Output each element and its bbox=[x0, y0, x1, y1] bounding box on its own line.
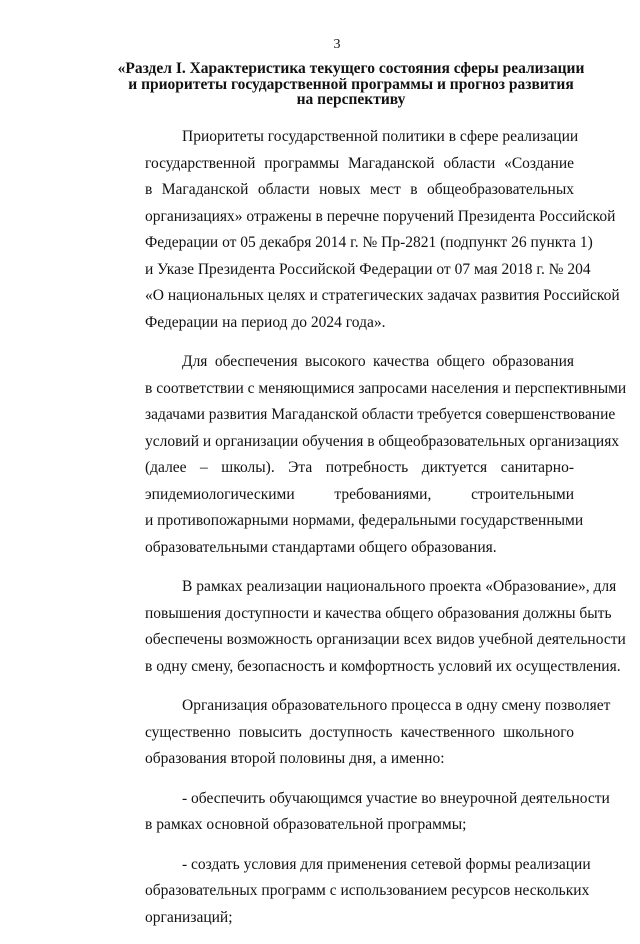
paragraph-national-project bbox=[108, 574, 626, 680]
text-line: образовательных программ с использованием ресурсов нескольких bbox=[145, 882, 590, 899]
text-line: задачами развития Магаданской области требуется совершенствование bbox=[145, 406, 616, 423]
page-number: 3 bbox=[333, 37, 341, 52]
text-line: Организация образовательного процесса в одну смену позволяет bbox=[182, 697, 611, 714]
text-line: в одну смену, безопасность и комфортность условий их осуществления. bbox=[145, 657, 621, 675]
text-line: государственной программы Магаданской области «Создание bbox=[145, 154, 574, 172]
text-line: образования второй половины дня, а именно: bbox=[145, 750, 445, 767]
text-line: в соответствии с меняющимися запросами населения и перспективными bbox=[145, 379, 627, 397]
section-heading bbox=[108, 61, 594, 108]
text-line: - обеспечить обучающимся участие во внеурочной деятельности bbox=[182, 789, 610, 807]
list-item-network-form bbox=[108, 852, 591, 932]
text-line: организаций; bbox=[145, 908, 233, 926]
list-item-extracurricular bbox=[108, 786, 610, 839]
text-line: эпидемиологическими требованиями, строительными bbox=[145, 485, 574, 503]
text-line: повышения доступности и качества общего образования должны быть bbox=[145, 604, 612, 622]
text-line: Федерации от 05 декабря 2014 г. № Пр-2821 (подпункт 26 пункта 1) bbox=[145, 234, 593, 251]
text-line: - создать условия для применения сетевой формы реализации bbox=[182, 855, 591, 873]
section-heading-line: на перспективу bbox=[296, 91, 406, 108]
text-line: существенно повысить доступность качественного школьного bbox=[145, 723, 574, 741]
text-line: образовательными стандартами общего образования. bbox=[145, 538, 497, 556]
text-line: и противопожарными нормами, федеральными государственными bbox=[145, 512, 584, 529]
section-heading-line: «Раздел I. Характеристика текущего состояния сферы реализации bbox=[117, 60, 585, 77]
text-line: организациях» отражены в перечне поручений Президента Российской bbox=[145, 207, 616, 225]
paragraph-priorities bbox=[108, 124, 620, 336]
text-line: (далее – школы). Эта потребность диктуется санитарно- bbox=[145, 459, 574, 476]
text-line: условий и организации обучения в общеобразовательных организациях bbox=[145, 432, 620, 450]
text-line: в рамках основной образовательной программы; bbox=[145, 816, 467, 833]
document-body bbox=[108, 124, 627, 944]
text-line: В рамках реализации национального проекта «Образование», для bbox=[182, 578, 617, 595]
paragraph-quality bbox=[108, 349, 627, 561]
text-line: Для обеспечения высокого качества общего образования bbox=[182, 353, 574, 370]
text-line: обеспечены возможность организации всех видов учебной деятельности bbox=[145, 631, 626, 648]
section-heading-line: и приоритеты государственной программы и прогноз развития bbox=[128, 75, 574, 93]
text-line: Приоритеты государственной политики в сфере реализации bbox=[182, 128, 579, 145]
text-line: Федерации на период до 2024 года». bbox=[145, 313, 386, 331]
text-line: и Указе Президента Российской Федерации от 07 мая 2018 г. № 204 bbox=[145, 260, 591, 278]
text-line: в Магаданской области новых мест в общеобразовательных bbox=[145, 181, 574, 198]
text-line: «О национальных целях и стратегических задачах развития Российской bbox=[145, 287, 620, 304]
paragraph-one-shift bbox=[108, 693, 611, 773]
